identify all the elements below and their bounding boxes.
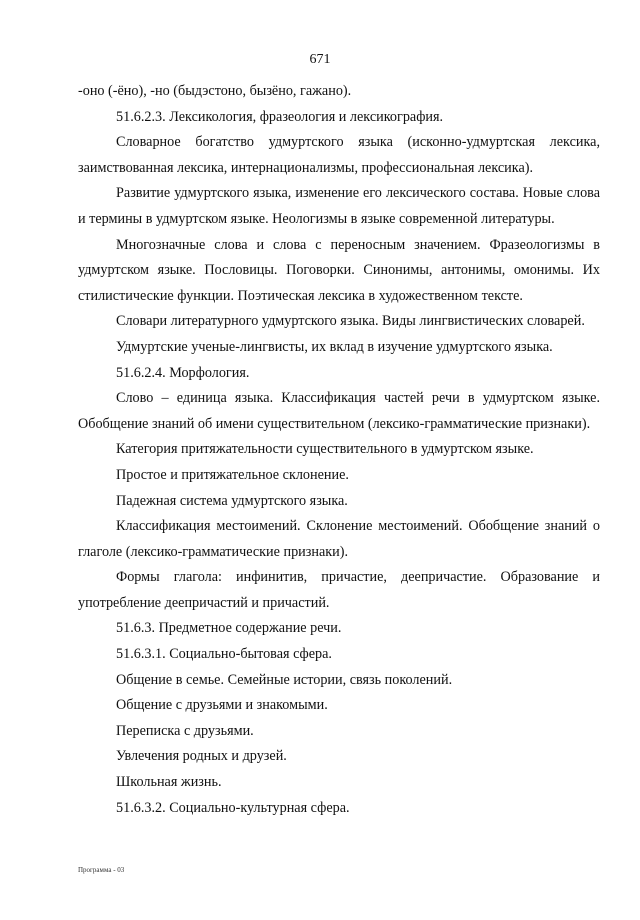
- paragraph: Слово – единица языка. Классификация частей речи в удмуртском языке. Обобщение знаний об имени существительном (лексико-грамматические признаки).: [78, 390, 600, 432]
- paragraph: Словари литературного удмуртского языка. Виды лингвистических словарей.: [116, 313, 585, 330]
- section-heading: 51.6.3.1. Социально-бытовая сфера.: [116, 646, 332, 663]
- section-heading: 51.6.3. Предметное содержание речи.: [116, 620, 342, 637]
- section-heading: 51.6.2.3. Лексикология, фразеология и лексикография.: [116, 108, 444, 125]
- paragraph: -оно (-ёно), -но (быдэстоно, бызёно, гажано).: [78, 83, 352, 99]
- paragraph: Общение с друзьями и знакомыми.: [116, 697, 328, 714]
- section-heading: 51.6.2.4. Морфология.: [116, 364, 250, 381]
- paragraph: Формы глагола: инфинитив, причастие, деепричастие. Образование и употребление деепричастий и причастий.: [78, 569, 600, 611]
- paragraph: Словарное богатство удмуртского языка (исконно-удмуртская лексика, заимствованная лексика, интернационализмы, профессиональная лексика).: [78, 134, 600, 176]
- paragraph: Классификация местоимений. Склонение местоимений. Обобщение знаний о глаголе (лексико-грамматические признаки).: [78, 518, 600, 560]
- paragraph: Переписка с друзьями.: [116, 722, 254, 739]
- paragraph: Общение в семье. Семейные истории, связь поколений.: [116, 671, 453, 688]
- paragraph: Многозначные слова и слова с переносным значением. Фразеологизмы в удмуртском языке. Пословицы. Поговорки. Синонимы, антонимы, омонимы. Их стилистические функции. Поэтическая лексика в художественном тексте.: [78, 236, 600, 304]
- body-text: [78, 79, 600, 821]
- paragraph: Увлечения родных и друзей.: [116, 748, 287, 765]
- paragraph: Падежная система удмуртского языка.: [116, 492, 348, 509]
- page-number: 671: [309, 52, 331, 67]
- paragraph: Развитие удмуртского языка, изменение его лексического состава. Новые слова и термины в удмуртском языке. Неологизмы в языке современной литературы.: [78, 185, 600, 227]
- paragraph: Удмуртские ученые-лингвисты, их вклад в изучение удмуртского языка.: [116, 338, 553, 355]
- footer-label: Программа - 03: [78, 866, 125, 874]
- paragraph: Школьная жизнь.: [116, 774, 222, 791]
- paragraph: Категория притяжательности существительного в удмуртском языке.: [116, 441, 534, 458]
- section-heading: 51.6.3.2. Социально-культурная сфера.: [116, 799, 350, 816]
- paragraph: Простое и притяжательное склонение.: [116, 466, 349, 483]
